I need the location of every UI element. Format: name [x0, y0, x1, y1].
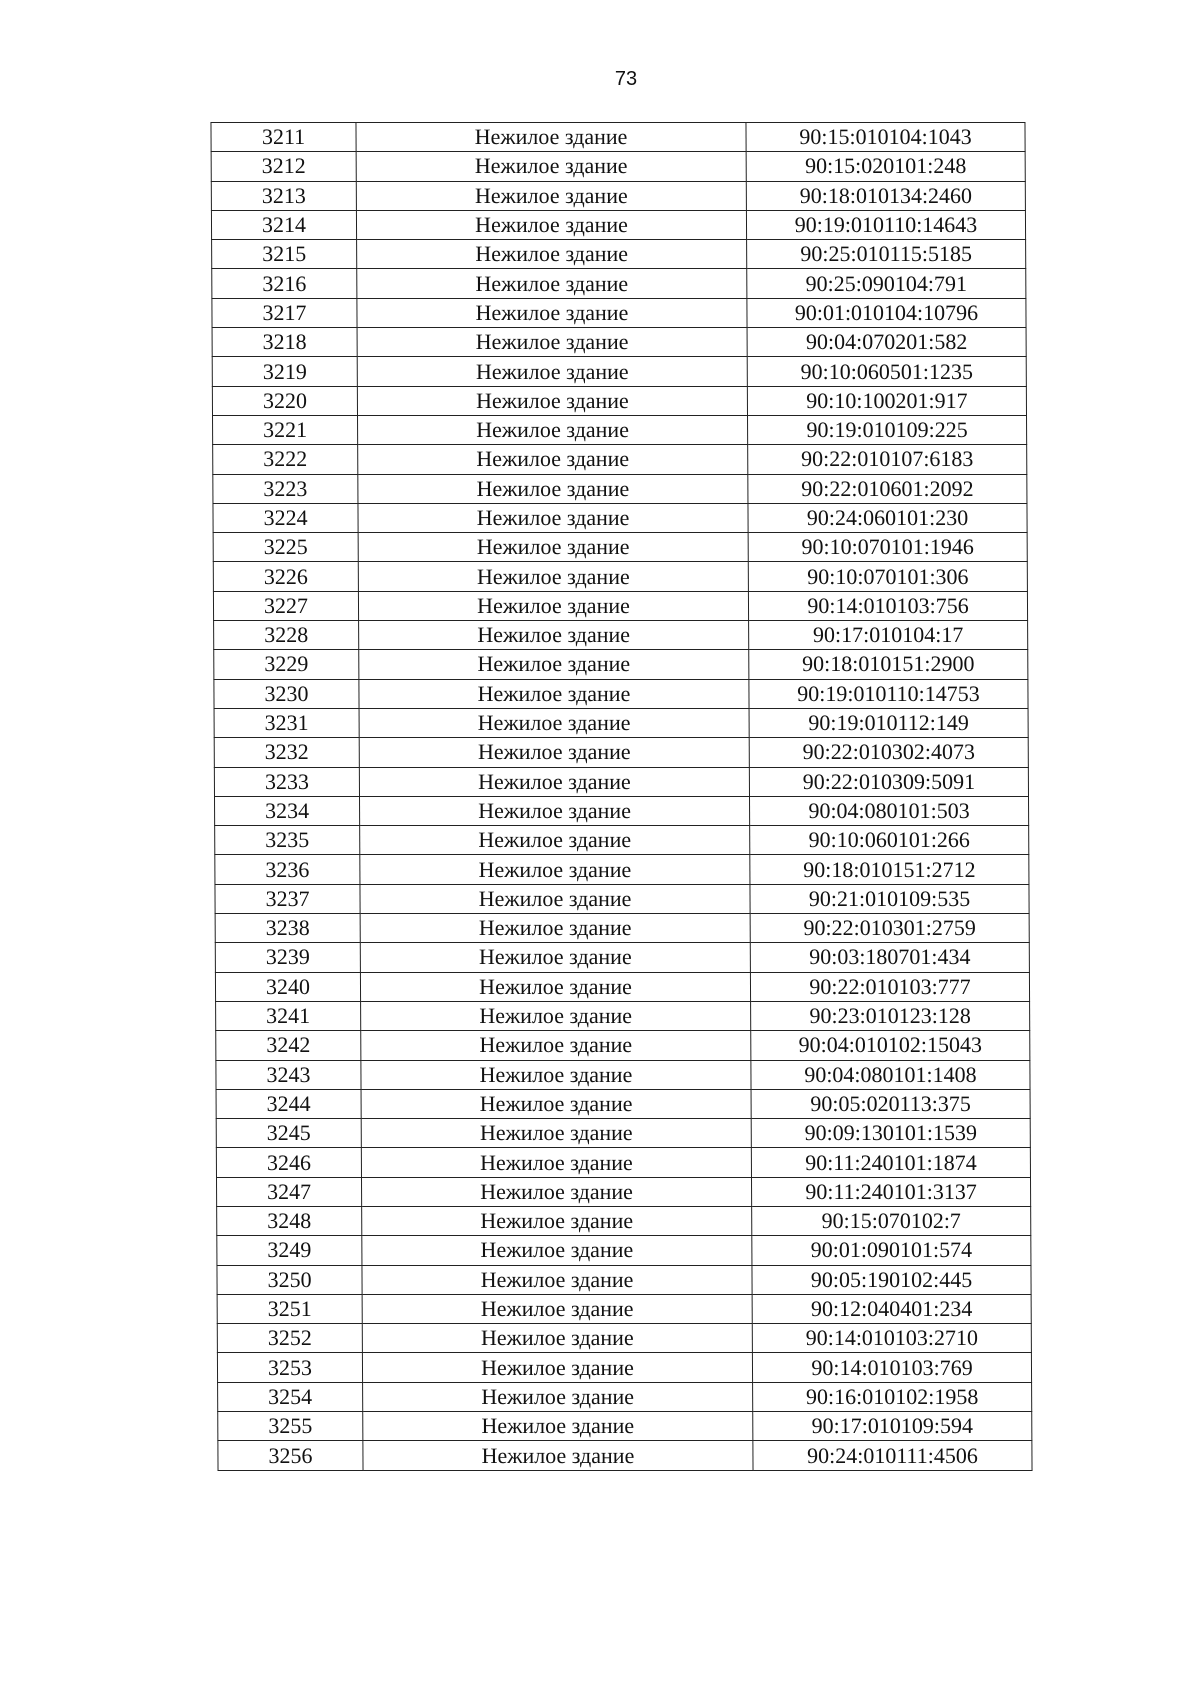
table-row [214, 650, 1028, 679]
object-type-cell: Нежилое здание [357, 386, 747, 415]
row-number-cell: 3239 [215, 943, 360, 972]
cadastral-number-cell: 90:19:010110:14643 [746, 210, 1025, 239]
object-type-cell: Нежилое здание [358, 533, 748, 562]
cadastral-number-cell: 90:19:010112:149 [749, 708, 1028, 737]
table-row [215, 855, 1029, 884]
object-type-cell: Нежилое здание [363, 1412, 753, 1441]
object-type-cell: Нежилое здание [358, 591, 748, 620]
table-row [211, 181, 1025, 210]
object-type-cell: Нежилое здание [358, 562, 748, 591]
row-number-cell: 3252 [217, 1324, 362, 1353]
table-row [216, 1031, 1030, 1060]
cadastral-number-cell: 90:19:010110:14753 [749, 679, 1028, 708]
object-type-cell: Нежилое здание [362, 1353, 752, 1382]
table-row [217, 1236, 1031, 1265]
row-number-cell: 3242 [216, 1031, 361, 1060]
table-row [212, 269, 1026, 298]
row-number-cell: 3248 [217, 1206, 362, 1235]
row-number-cell: 3224 [213, 503, 358, 532]
row-number-cell: 3249 [217, 1236, 362, 1265]
row-number-cell: 3240 [215, 972, 360, 1001]
cadastral-number-cell: 90:10:060101:266 [750, 826, 1029, 855]
object-type-cell: Нежилое здание [363, 1441, 753, 1470]
table-row [218, 1382, 1032, 1411]
table-row [212, 298, 1026, 327]
object-type-cell: Нежилое здание [356, 210, 746, 239]
object-type-cell: Нежилое здание [362, 1206, 752, 1235]
row-number-cell: 3254 [218, 1382, 363, 1411]
cadastral-number-cell: 90:18:010151:2712 [750, 855, 1029, 884]
object-type-cell: Нежилое здание [361, 1119, 751, 1148]
cadastral-number-cell: 90:22:010103:777 [750, 972, 1029, 1001]
object-type-cell: Нежилое здание [356, 181, 746, 210]
cadastral-number-cell: 90:24:010111:4506 [753, 1441, 1032, 1470]
row-number-cell: 3229 [214, 650, 359, 679]
object-type-cell: Нежилое здание [360, 914, 750, 943]
object-type-cell: Нежилое здание [359, 767, 749, 796]
cadastral-number-cell: 90:17:010104:17 [749, 621, 1028, 650]
cadastral-number-cell: 90:25:090104:791 [747, 269, 1026, 298]
cadastral-number-cell: 90:04:010102:15043 [751, 1031, 1030, 1060]
object-type-cell: Нежилое здание [360, 796, 750, 825]
table-row [214, 738, 1028, 767]
cadastral-number-cell: 90:23:010123:128 [751, 1001, 1030, 1030]
cadastral-number-cell: 90:22:010302:4073 [749, 738, 1028, 767]
page-number: 73 [614, 68, 638, 90]
table-row [214, 621, 1028, 650]
cadastral-number-cell: 90:12:040401:234 [752, 1294, 1031, 1323]
row-number-cell: 3235 [215, 826, 360, 855]
cadastral-number-cell: 90:15:070102:7 [752, 1206, 1031, 1235]
row-number-cell: 3217 [212, 298, 357, 327]
table-row [211, 210, 1025, 239]
object-type-cell: Нежилое здание [356, 123, 746, 152]
object-type-cell: Нежилое здание [361, 1060, 751, 1089]
row-number-cell: 3216 [212, 269, 357, 298]
table-row [216, 1177, 1030, 1206]
row-number-cell: 3253 [217, 1353, 362, 1382]
object-type-cell: Нежилое здание [361, 1177, 751, 1206]
table-row [216, 1089, 1030, 1118]
row-number-cell: 3251 [217, 1294, 362, 1323]
table-row [213, 533, 1027, 562]
cadastral-number-cell: 90:24:060101:230 [748, 503, 1027, 532]
cadastral-number-cell: 90:14:010103:756 [748, 591, 1027, 620]
object-type-cell: Нежилое здание [359, 738, 749, 767]
table-row [214, 679, 1028, 708]
cadastral-number-cell: 90:15:020101:248 [746, 152, 1025, 181]
row-number-cell: 3255 [218, 1412, 363, 1441]
table-row [215, 884, 1029, 913]
cadastral-number-cell: 90:10:070101:306 [748, 562, 1027, 591]
row-number-cell: 3214 [211, 210, 356, 239]
cadastral-number-cell: 90:15:010104:1043 [746, 123, 1025, 152]
table-row [216, 1148, 1030, 1177]
cadastral-number-cell: 90:04:070201:582 [747, 328, 1026, 357]
table-row [215, 826, 1029, 855]
row-number-cell: 3256 [218, 1441, 363, 1470]
cadastral-number-cell: 90:25:010115:5185 [747, 240, 1026, 269]
row-number-cell: 3243 [216, 1060, 361, 1089]
row-number-cell: 3215 [212, 240, 357, 269]
object-type-cell: Нежилое здание [363, 1382, 753, 1411]
table-row [217, 1294, 1031, 1323]
table-row [212, 386, 1026, 415]
object-type-cell: Нежилое здание [361, 1089, 751, 1118]
cadastral-number-cell: 90:16:010102:1958 [753, 1382, 1032, 1411]
object-type-cell: Нежилое здание [357, 269, 747, 298]
object-type-cell: Нежилое здание [361, 1148, 751, 1177]
row-number-cell: 3231 [214, 708, 359, 737]
row-number-cell: 3244 [216, 1089, 361, 1118]
row-number-cell: 3236 [215, 855, 360, 884]
table-row [215, 796, 1029, 825]
object-type-cell: Нежилое здание [360, 972, 750, 1001]
row-number-cell: 3245 [216, 1119, 361, 1148]
table-row [216, 1001, 1030, 1030]
row-number-cell: 3221 [213, 415, 358, 444]
row-number-cell: 3250 [217, 1265, 362, 1294]
cadastral-number-cell: 90:10:070101:1946 [748, 533, 1027, 562]
object-type-cell: Нежилое здание [360, 884, 750, 913]
object-type-cell: Нежилое здание [357, 328, 747, 357]
table-row [213, 562, 1027, 591]
table-row [212, 328, 1026, 357]
row-number-cell: 3230 [214, 679, 359, 708]
table-row [212, 357, 1026, 386]
table-row [213, 445, 1027, 474]
cadastral-number-cell: 90:01:010104:10796 [747, 298, 1026, 327]
object-type-cell: Нежилое здание [362, 1236, 752, 1265]
table-row [213, 474, 1027, 503]
cadastral-number-cell: 90:10:100201:917 [747, 386, 1026, 415]
row-number-cell: 3218 [212, 328, 357, 357]
table-row [211, 123, 1025, 152]
row-number-cell: 3225 [213, 533, 358, 562]
row-number-cell: 3212 [211, 152, 356, 181]
object-type-cell: Нежилое здание [359, 679, 749, 708]
object-type-cell: Нежилое здание [357, 298, 747, 327]
row-number-cell: 3238 [215, 914, 360, 943]
table-row [212, 240, 1026, 269]
row-number-cell: 3227 [213, 591, 358, 620]
row-number-cell: 3247 [216, 1177, 361, 1206]
cadastral-number-cell: 90:11:240101:1874 [751, 1148, 1030, 1177]
row-number-cell: 3223 [213, 474, 358, 503]
cadastral-number-cell: 90:01:090101:574 [752, 1236, 1031, 1265]
object-type-cell: Нежилое здание [360, 855, 750, 884]
object-type-cell: Нежилое здание [359, 650, 749, 679]
cadastral-number-cell: 90:10:060501:1235 [747, 357, 1026, 386]
object-type-cell: Нежилое здание [358, 445, 748, 474]
cadastral-number-cell: 90:22:010301:2759 [750, 914, 1029, 943]
table-row [217, 1265, 1031, 1294]
table-row [216, 1119, 1030, 1148]
table-row [216, 1060, 1030, 1089]
cadastral-number-cell: 90:22:010601:2092 [748, 474, 1027, 503]
cadastral-number-cell: 90:22:010107:6183 [748, 445, 1027, 474]
object-type-cell: Нежилое здание [359, 708, 749, 737]
object-type-cell: Нежилое здание [360, 943, 750, 972]
cadastral-number-cell: 90:03:180701:434 [750, 943, 1029, 972]
object-type-cell: Нежилое здание [356, 152, 746, 181]
object-type-cell: Нежилое здание [362, 1265, 752, 1294]
table-row [214, 708, 1028, 737]
object-type-cell: Нежилое здание [358, 415, 748, 444]
cadastral-number-cell: 90:11:240101:3137 [751, 1177, 1030, 1206]
cadastral-number-cell: 90:04:080101:1408 [751, 1060, 1030, 1089]
cadastral-number-cell: 90:05:190102:445 [752, 1265, 1031, 1294]
row-number-cell: 3222 [213, 445, 358, 474]
property-table-body [211, 123, 1032, 1471]
table-row [213, 503, 1027, 532]
table-row [215, 972, 1029, 1001]
row-number-cell: 3213 [211, 181, 356, 210]
row-number-cell: 3234 [215, 796, 360, 825]
table-row [217, 1206, 1031, 1235]
cadastral-number-cell: 90:21:010109:535 [750, 884, 1029, 913]
object-type-cell: Нежилое здание [357, 357, 747, 386]
property-table [210, 122, 1032, 1471]
row-number-cell: 3233 [214, 767, 359, 796]
row-number-cell: 3220 [212, 386, 357, 415]
cadastral-number-cell: 90:09:130101:1539 [751, 1119, 1030, 1148]
table-row [213, 591, 1027, 620]
row-number-cell: 3232 [214, 738, 359, 767]
table-row [217, 1353, 1031, 1382]
object-type-cell: Нежилое здание [361, 1001, 751, 1030]
table-row [217, 1324, 1031, 1353]
row-number-cell: 3228 [214, 621, 359, 650]
object-type-cell: Нежилое здание [360, 826, 750, 855]
table-row [214, 767, 1028, 796]
table-row [215, 943, 1029, 972]
cadastral-number-cell: 90:22:010309:5091 [749, 767, 1028, 796]
row-number-cell: 3226 [213, 562, 358, 591]
object-type-cell: Нежилое здание [362, 1294, 752, 1323]
object-type-cell: Нежилое здание [359, 621, 749, 650]
object-type-cell: Нежилое здание [361, 1031, 751, 1060]
cadastral-number-cell: 90:04:080101:503 [750, 796, 1029, 825]
row-number-cell: 3211 [211, 123, 356, 152]
row-number-cell: 3237 [215, 884, 360, 913]
table-row [218, 1441, 1032, 1470]
object-type-cell: Нежилое здание [358, 474, 748, 503]
cadastral-number-cell: 90:14:010103:2710 [752, 1324, 1031, 1353]
table-row [215, 914, 1029, 943]
table-row [218, 1412, 1032, 1441]
cadastral-number-cell: 90:17:010109:594 [753, 1412, 1032, 1441]
object-type-cell: Нежилое здание [358, 503, 748, 532]
object-type-cell: Нежилое здание [357, 240, 747, 269]
table-row [211, 152, 1025, 181]
row-number-cell: 3219 [212, 357, 357, 386]
cadastral-number-cell: 90:19:010109:225 [748, 415, 1027, 444]
object-type-cell: Нежилое здание [362, 1324, 752, 1353]
cadastral-number-cell: 90:18:010151:2900 [749, 650, 1028, 679]
row-number-cell: 3241 [216, 1001, 361, 1030]
row-number-cell: 3246 [216, 1148, 361, 1177]
cadastral-number-cell: 90:14:010103:769 [752, 1353, 1031, 1382]
cadastral-number-cell: 90:18:010134:2460 [746, 181, 1025, 210]
cadastral-number-cell: 90:05:020113:375 [751, 1089, 1030, 1118]
table-row [213, 415, 1027, 444]
